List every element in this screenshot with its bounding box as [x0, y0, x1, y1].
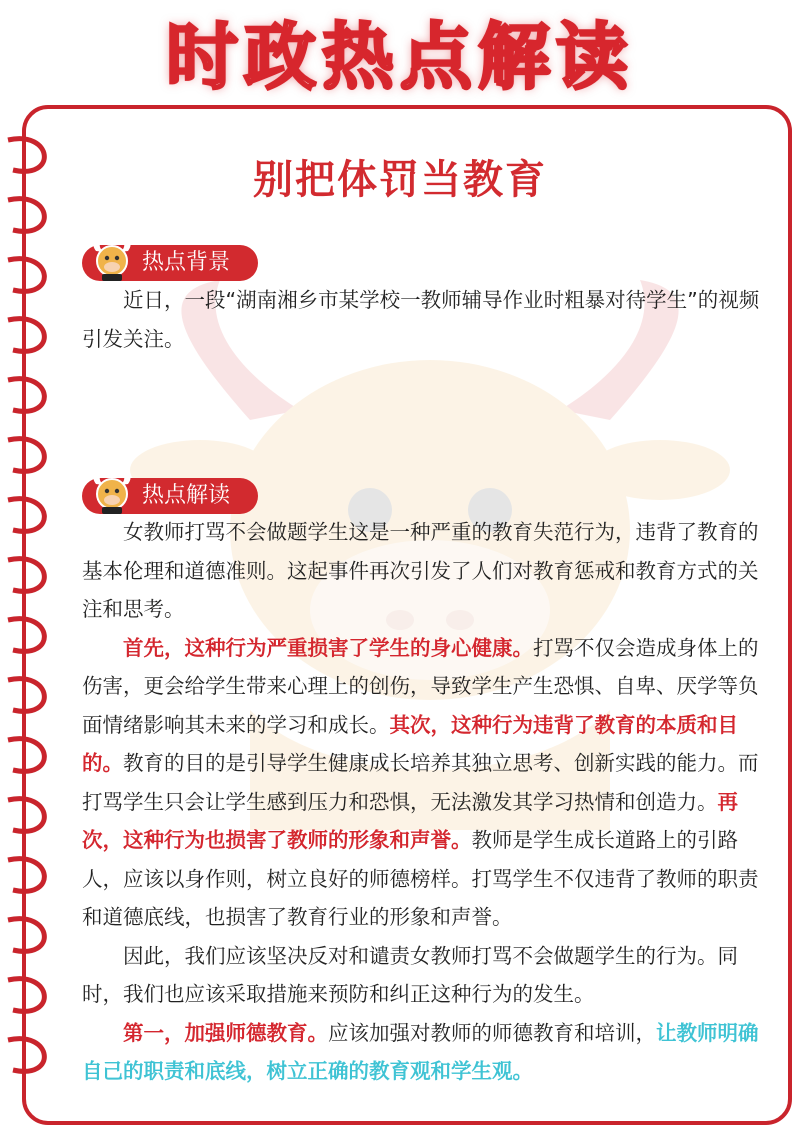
ox-mascot-icon — [90, 239, 134, 283]
body-text: 女教师打骂不会做题学生这是一种严重的教育失范行为，违背了教育的基本伦理和道德准则。这起事件再次引发了人们对教育惩戒和教育方式的关注和思考。 — [82, 520, 759, 621]
body-text: 教师是学生成长道路上的引路人，应该以身作则，树立良好的师德榜样。打骂学生不仅违背了教师的职责和道德底线，也损害了教育行业的形象和声誉。 — [82, 828, 759, 929]
page-title: 别把体罚当教育 — [253, 157, 547, 203]
body-text: 近日，一段“湖南湘乡市某学校一教师辅导作业时粗暴对待学生”的视频引发关注。 — [82, 288, 760, 351]
background-text — [82, 281, 772, 358]
body-text: 教育的目的是引导学生健康成长培养其独立思考、创新实践的能力。而打骂学生只会让学生感到压力和恐惧，无法激发其学习热情和创造力。 — [82, 751, 759, 814]
paragraph — [82, 513, 772, 629]
section-label: 热点解读 — [142, 483, 231, 508]
section-badge-background — [82, 245, 258, 281]
body-text: 因此，我们应该坚决反对和谴责女教师打骂不会做题学生的行为。同时，我们也应该采取措施来预防和纠正这种行为的发生。 — [82, 943, 738, 1006]
analysis-text — [82, 513, 772, 1091]
ox-mascot-icon — [90, 472, 134, 516]
paragraph — [82, 629, 772, 937]
body-text: 打骂不仅会造成身体上的伤害，更会给学生带来心理上的创伤，导致学生产生恐惧、自卑、厌学等负面情绪影响其未来的学习和成长。 — [82, 635, 759, 737]
section-label: 热点背景 — [142, 250, 231, 275]
highlight-red-text: 首先，这种行为严重损害了学生的身心健康。 — [123, 635, 533, 660]
section-badge-background — [82, 478, 258, 514]
body-text: 应该加强对教师的师德教育和培训， — [328, 1020, 656, 1045]
highlight-red-text: 再次，这种行为也损害了教师的形象和声誉。 — [82, 789, 738, 852]
highlight-red-text: 第一，加强师德教育。 — [123, 1020, 328, 1045]
paragraph — [82, 281, 772, 358]
spiral-binding — [0, 112, 60, 1122]
highlight-red-text: 其次，这种行为违背了教育的本质和目的。 — [82, 712, 738, 775]
highlight-cyan-text: 让教师明确自己的职责和底线，树立正确的教育观和学生观。 — [82, 1020, 759, 1083]
paragraph — [82, 937, 772, 1014]
paragraph — [82, 1014, 772, 1091]
banner-title: 时政热点解读 — [165, 15, 634, 99]
banner — [0, 0, 800, 110]
